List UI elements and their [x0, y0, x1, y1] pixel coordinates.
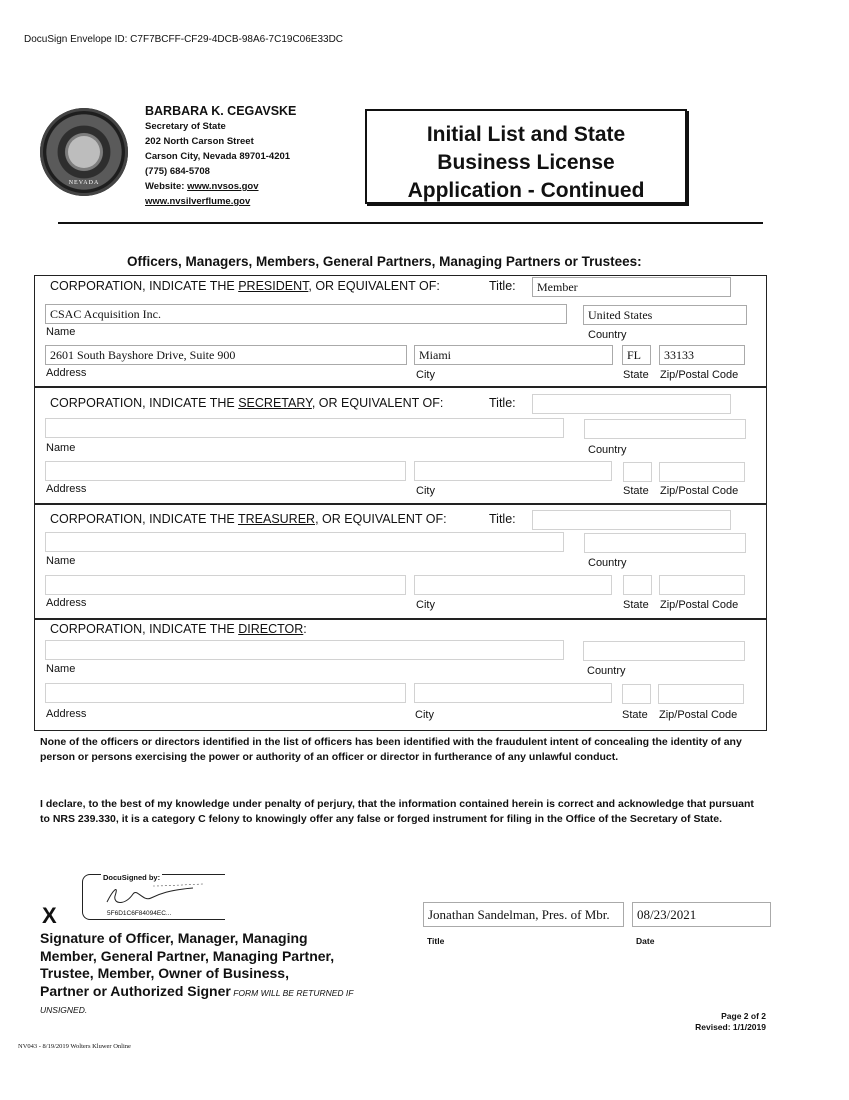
- header-divider: [58, 222, 763, 224]
- city-label: City: [416, 369, 435, 381]
- address-label: Address: [46, 483, 87, 495]
- city-field[interactable]: Miami: [414, 345, 613, 365]
- website2-link[interactable]: www.nvsilverflume.gov: [145, 196, 251, 207]
- website-link[interactable]: www.nvsos.gov: [187, 181, 259, 192]
- handwritten-signature-icon: [103, 880, 213, 910]
- name-label: Name: [46, 663, 76, 675]
- zip-label: Zip/Postal Code: [660, 485, 739, 497]
- zip-field[interactable]: [659, 575, 745, 595]
- form-footer: NV043 - 8/19/2019 Wolters Kluwer Online: [18, 1043, 131, 1050]
- state-label: State: [623, 485, 649, 497]
- title-field[interactable]: [532, 510, 731, 530]
- docusign-signature-box[interactable]: [82, 874, 225, 920]
- state-label: State: [622, 709, 648, 721]
- unsigned-note: FORM WILL BE RETURNED IF: [230, 987, 354, 998]
- section-heading: CORPORATION, INDICATE THE PRESIDENT, OR EQUIVALENT OF:: [50, 279, 440, 293]
- website-label: Website:: [145, 181, 188, 192]
- form-title-line2: Business License: [437, 151, 615, 174]
- address-label: Address: [46, 708, 87, 720]
- name-field[interactable]: CSAC Acquisition Inc.: [45, 304, 567, 324]
- nevada-seal-icon: [40, 108, 128, 196]
- docusigned-by-label: DocuSigned by:: [103, 873, 161, 882]
- section-director: [34, 619, 767, 731]
- city-label: City: [415, 709, 434, 721]
- signer-title-field[interactable]: Jonathan Sandelman, Pres. of Mbr.: [423, 902, 624, 927]
- address-label: Address: [46, 597, 87, 609]
- state-field[interactable]: [623, 462, 652, 482]
- secretary-block: [145, 104, 296, 209]
- address-field[interactable]: [45, 461, 406, 481]
- title-label: Title:: [489, 512, 516, 526]
- section-heading: CORPORATION, INDICATE THE TREASURER, OR EQUIVALENT OF:: [50, 512, 447, 526]
- title-label: Title:: [489, 279, 516, 293]
- country-label: Country: [588, 557, 627, 569]
- country-label: Country: [587, 665, 626, 677]
- state-label: State: [623, 369, 649, 381]
- secretary-street: 202 North Carson Street: [145, 136, 254, 147]
- envelope-id: DocuSign Envelope ID: C7F7BCFF-CF29-4DCB-98A6-7C19C06E33DC: [24, 34, 344, 45]
- signer-label: Signature of Officer, Manager, Managing Member, General Partner, Managing Partner, Trustee, Member, Owner of Business, Partner or Authorized Signer FORM WILL BE RETURNED IF UNSIGNED.: [40, 930, 353, 1020]
- officers-heading: Officers, Managers, Members, General Partners, Managing Partners or Trustees:: [127, 254, 642, 269]
- title-field[interactable]: [532, 394, 731, 414]
- city-label: City: [416, 599, 435, 611]
- section-president: [34, 275, 767, 387]
- city-field[interactable]: [414, 575, 612, 595]
- address-label: Address: [46, 367, 87, 379]
- section-treasurer: [34, 504, 767, 619]
- form-title-box: [365, 109, 687, 204]
- secretary-city: Carson City, Nevada 89701-4201: [145, 151, 291, 162]
- secretary-name: BARBARA K. CEGAVSKE: [145, 104, 297, 118]
- seal-word: NEVADA: [68, 180, 100, 186]
- zip-label: Zip/Postal Code: [660, 369, 739, 381]
- state-field[interactable]: [623, 575, 652, 595]
- country-field[interactable]: [584, 419, 746, 439]
- country-label: Country: [588, 329, 627, 341]
- name-label: Name: [46, 555, 76, 567]
- city-field[interactable]: [414, 683, 612, 703]
- country-field[interactable]: United States: [583, 305, 747, 325]
- docusign-id: 5F6D1C6F84094EC...: [107, 910, 172, 917]
- signature-x-mark: X: [42, 903, 57, 928]
- zip-field[interactable]: 33133: [659, 345, 745, 365]
- form-title-line3: Application - Continued: [407, 179, 645, 202]
- state-field[interactable]: [622, 684, 651, 704]
- zip-field[interactable]: [659, 462, 745, 482]
- zip-field[interactable]: [658, 684, 744, 704]
- name-field[interactable]: [45, 640, 564, 660]
- section-secretary: [34, 387, 767, 504]
- country-label: Country: [588, 444, 627, 456]
- fraud-statement: None of the officers or directors identified in the list of officers has been identified with the fraudulent intent of concealing the identity of any person or persons exercising the power or authority of an officer or director in furtherance of any unlawful conduct.: [40, 736, 742, 763]
- zip-label: Zip/Postal Code: [660, 599, 739, 611]
- address-field[interactable]: [45, 683, 406, 703]
- title-caption: Title: [427, 936, 445, 946]
- form-title-line1: Initial List and State: [426, 123, 626, 146]
- date-field[interactable]: 08/23/2021: [632, 902, 771, 927]
- secretary-role: Secretary of State: [145, 121, 226, 132]
- name-label: Name: [46, 326, 76, 338]
- country-field[interactable]: [583, 641, 745, 661]
- address-field[interactable]: [45, 575, 406, 595]
- unsigned-note-2: UNSIGNED.: [40, 1005, 88, 1015]
- page-number: Page 2 of 2: [721, 1011, 766, 1021]
- city-field[interactable]: [414, 461, 612, 481]
- title-label: Title:: [489, 396, 516, 410]
- perjury-declaration: I declare, to the best of my knowledge under penalty of perjury, that the information contained herein is correct and acknowledge that pursuant to NRS 239.330, it is a category C felony to knowingly offer any false or forged instrument for filing in the Office of the Secretary of State.: [40, 798, 754, 825]
- zip-label: Zip/Postal Code: [659, 709, 738, 721]
- state-label: State: [623, 599, 649, 611]
- name-field[interactable]: [45, 532, 564, 552]
- address-field[interactable]: 2601 South Bayshore Drive, Suite 900: [45, 345, 407, 365]
- page-info: [600, 1011, 766, 1033]
- name-label: Name: [46, 442, 76, 454]
- section-heading: CORPORATION, INDICATE THE SECRETARY, OR EQUIVALENT OF:: [50, 396, 444, 410]
- date-caption: Date: [636, 936, 655, 946]
- secretary-phone: (775) 684-5708: [145, 166, 210, 177]
- country-field[interactable]: [584, 533, 746, 553]
- revised-date: Revised: 1/1/2019: [695, 1022, 766, 1032]
- title-field[interactable]: Member: [532, 277, 731, 297]
- section-heading: CORPORATION, INDICATE THE DIRECTOR:: [50, 622, 307, 636]
- city-label: City: [416, 485, 435, 497]
- state-field[interactable]: FL: [622, 345, 651, 365]
- name-field[interactable]: [45, 418, 564, 438]
